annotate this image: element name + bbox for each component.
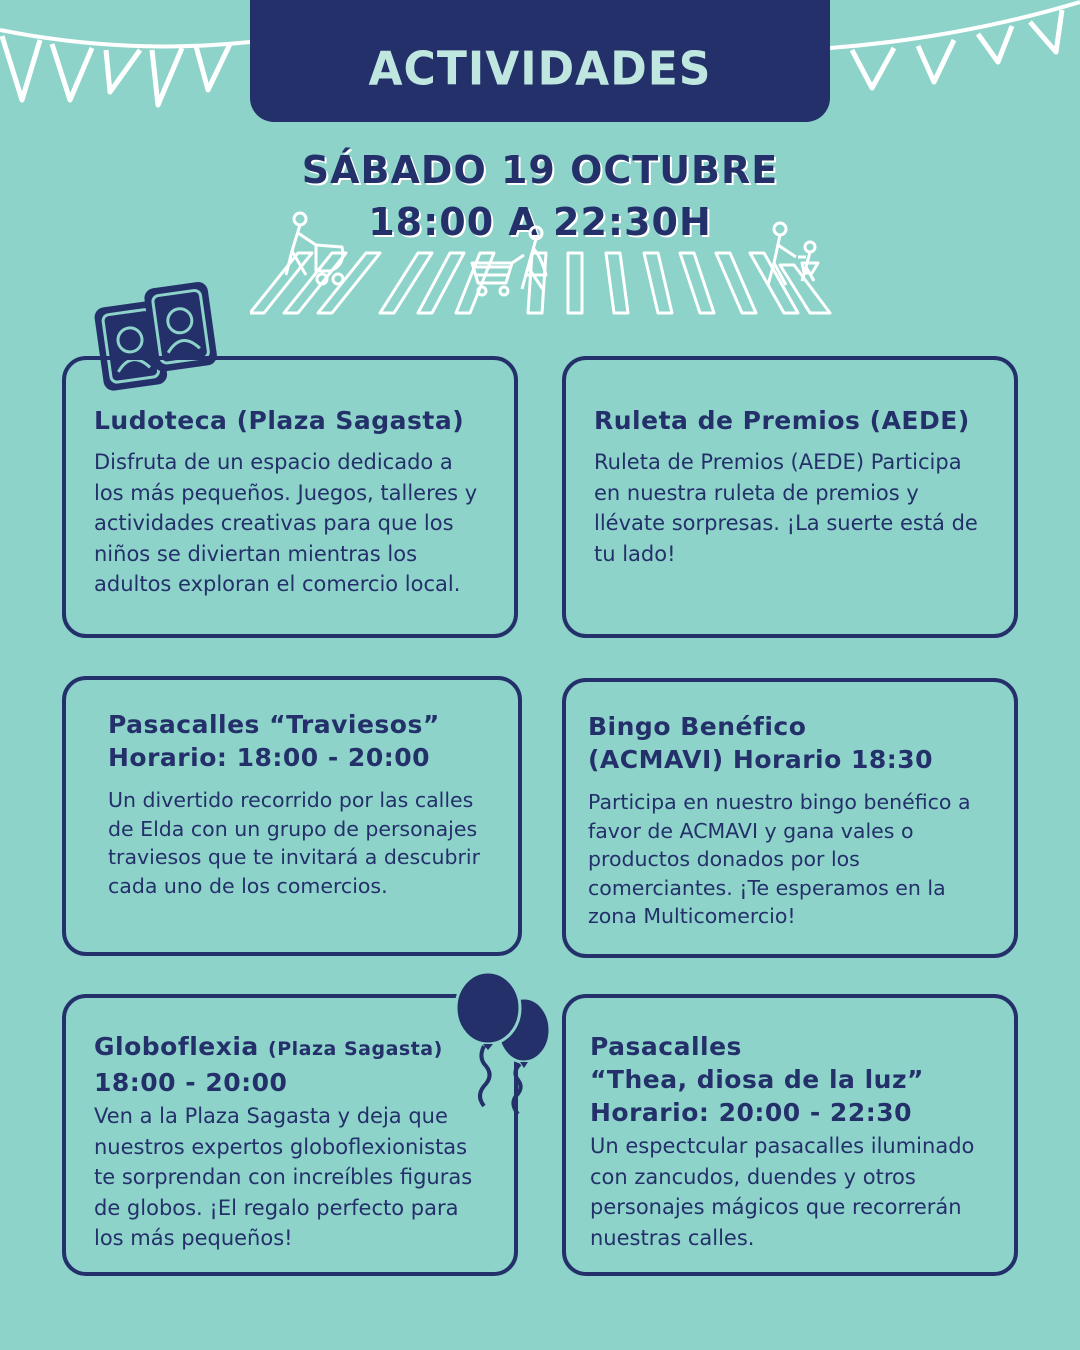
card-description: Disfruta de un espacio dedicado a los más pequeños. Juegos, talleres y actividades creativas para que los niños se diviertan mientras los adultos exploran el comercio local. bbox=[94, 450, 478, 596]
card-title bbox=[588, 710, 994, 776]
activity-card-pasacalles-thea bbox=[562, 994, 1018, 1276]
card-title-location: (Plaza Sagasta) bbox=[268, 1038, 443, 1060]
card-title bbox=[108, 708, 498, 774]
card-title-line: Bingo Benéfico bbox=[588, 712, 807, 741]
card-description: Un espectcular pasacalles iluminado con zancudos, duendes y otros personajes mágicos que recorrerán nuestras calles. bbox=[590, 1134, 975, 1250]
card-title: Ludoteca (Plaza Sagasta) bbox=[94, 406, 465, 435]
card-schedule: 18:00 - 20:00 bbox=[94, 1068, 288, 1097]
card-description: Ven a la Plaza Sagasta y deja que nuestros expertos globoflexionistas te sorprendan con increíbles figuras de globos. ¡El regalo perfecto para los más pequeños! bbox=[94, 1104, 473, 1250]
card-schedule: (ACMAVI) Horario 18:30 bbox=[588, 745, 934, 774]
event-time: 18:00 A 22:30H bbox=[368, 200, 712, 244]
card-title bbox=[94, 1030, 494, 1099]
card-title-line bbox=[94, 1030, 494, 1066]
card-title-line: Pasacalles “Traviesos” bbox=[108, 710, 440, 739]
card-title bbox=[590, 1030, 994, 1129]
activity-card-ludoteca bbox=[62, 356, 518, 638]
card-description: Participa en nuestro bingo benéfico a favor de ACMAVI y gana vales o productos donados por los comerciantes. ¡Te esperamos en la zona Multicomercio! bbox=[588, 790, 971, 928]
card-schedule: Horario: 18:00 - 20:00 bbox=[108, 743, 431, 772]
event-date: SÁBADO 19 OCTUBRE bbox=[301, 148, 779, 192]
bunting-left-decoration bbox=[0, 0, 250, 120]
header-banner bbox=[250, 0, 830, 122]
card-description: Un divertido recorrido por las calles de Elda con un grupo de personajes traviesos que te invitará a descubrir cada uno de los comercios. bbox=[108, 788, 481, 898]
crosswalk-with-pedestrians-icon bbox=[250, 205, 835, 320]
balloons-icon bbox=[448, 968, 558, 1128]
activity-card-pasacalles-traviesos bbox=[62, 676, 522, 956]
card-title-line: Pasacalles bbox=[590, 1032, 742, 1061]
activity-card-ruleta bbox=[562, 356, 1018, 638]
activity-card-bingo bbox=[562, 678, 1018, 958]
card-title-main: Globoflexia bbox=[94, 1032, 259, 1061]
card-description: Ruleta de Premios (AEDE) Participa en nuestra ruleta de premios y llévate sorpresas. ¡La suerte está de tu lado! bbox=[594, 450, 978, 566]
page-title: ACTIVIDADES bbox=[368, 42, 712, 96]
card-schedule: Horario: 20:00 - 22:30 bbox=[590, 1098, 913, 1127]
bunting-right-decoration bbox=[830, 0, 1080, 100]
card-title: Ruleta de Premios (AEDE) bbox=[594, 406, 970, 435]
card-title-line: “Thea, diosa de la luz” bbox=[590, 1065, 924, 1094]
